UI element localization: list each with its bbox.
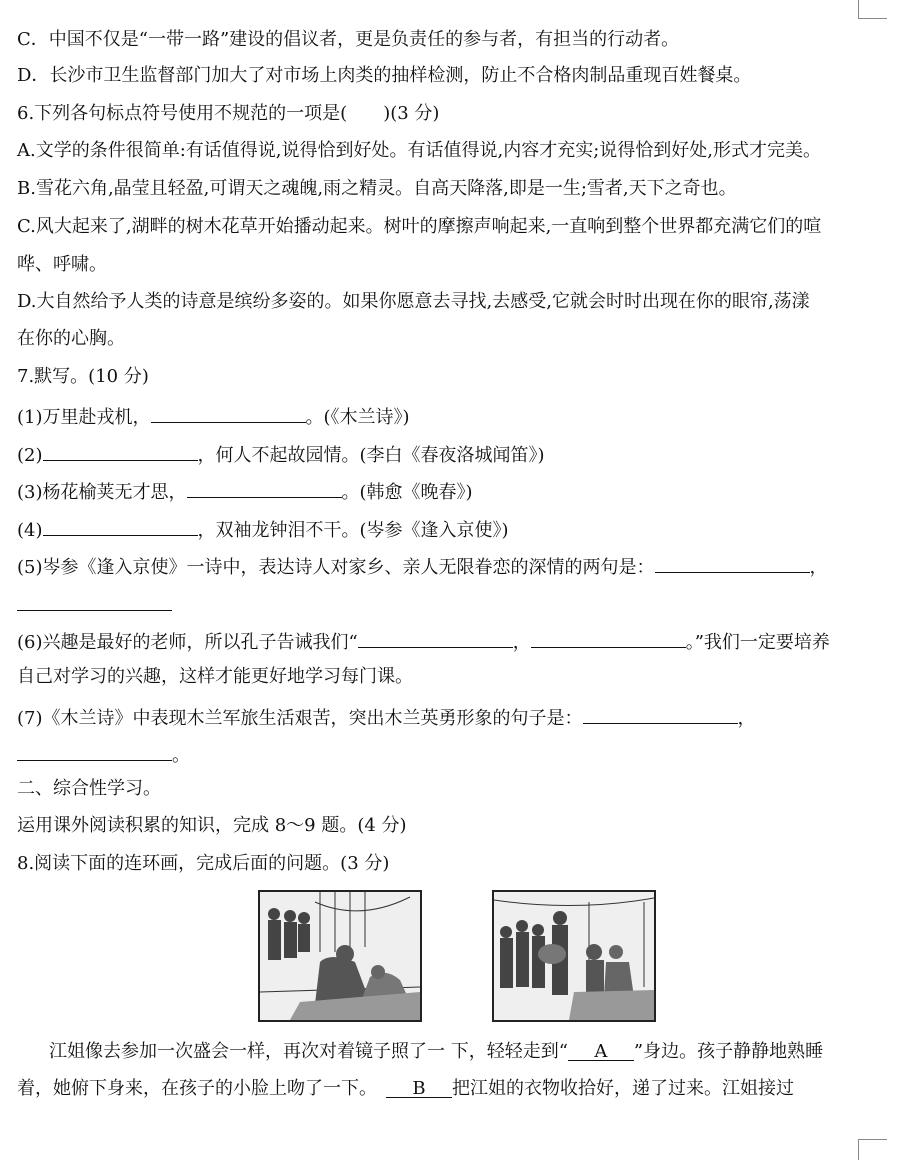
question-6: 6.下列各句标点符号使用不规范的一项是( )(3 分) <box>17 103 440 124</box>
answer-blank[interactable] <box>531 627 686 648</box>
question-7-item-7 <box>17 703 869 731</box>
passage-line-2 <box>17 1077 869 1101</box>
item-text: ， <box>809 557 828 578</box>
answer-blank[interactable] <box>187 477 342 498</box>
question-6-option-c-line1: C.风大起来了,湖畔的树木花草开始播动起来。树叶的摩擦声响起来,一直响到整个世界都充满它们的喧 <box>17 216 822 237</box>
passage-text: ”身边。孩子静静地熟睡 <box>633 1041 824 1062</box>
question-6-option-b: B.雪花六角,晶莹且轻盈,可谓天之魂魄,雨之精灵。自高天降落,即是一生;雪者,天下之奇也。 <box>17 178 737 199</box>
question-7-item-1 <box>17 402 869 430</box>
question-7: 7.默写。(10 分) <box>17 366 149 387</box>
passage-text: 把江姐的衣物收拾好，递了过来。江姐接过 <box>452 1078 794 1099</box>
question-8: 8.阅读下面的连环画，完成后面的问题。(3 分) <box>17 853 390 874</box>
comic-panel-2 <box>492 890 656 1022</box>
item-text: ，双袖龙钟泪不干。(岑参《逢入京使》) <box>197 520 509 541</box>
answer-blank[interactable] <box>583 703 738 724</box>
item-text: ， <box>512 632 531 653</box>
answer-blank[interactable] <box>17 590 172 611</box>
section-2-heading: 二、综合性学习。 <box>17 778 161 799</box>
page-corner-mark <box>858 0 887 19</box>
item-text: ，何人不起故园情。(李白《春夜洛城闻笛》) <box>197 445 545 466</box>
question-6-option-d-line2: 在你的心胸。 <box>17 328 125 349</box>
question-7-item-5-continued <box>17 590 869 618</box>
passage-text: 江姐像去参加一次盛会一样，再次对着镜子照了一 下，轻轻走到“ <box>49 1041 568 1062</box>
item-text: ， <box>737 708 756 729</box>
item-text: 。 <box>172 745 190 766</box>
item-text: (4) <box>17 520 43 541</box>
option-d-previous: D．长沙市卫生监督部门加大了对市场上肉类的抽样检测，防止不合格肉制品重现百姓餐桌。 <box>17 65 752 86</box>
item-text: (5)岑参《逢入京使》一诗中，表达诗人对家乡、亲人无限眷恋的深情的两句是： <box>17 557 655 578</box>
question-6-option-a: A.文学的条件很简单:有话值得说,说得恰到好处。有话值得说,内容才充实;说得恰到好处,形式才完美。 <box>17 140 822 161</box>
comic-panel-1 <box>258 890 422 1022</box>
answer-blank[interactable] <box>43 440 198 461</box>
item-text: 。(《木兰诗》) <box>305 407 410 428</box>
answer-blank[interactable] <box>151 402 306 423</box>
item-text: (3)杨花榆荚无才思， <box>17 482 187 503</box>
question-7-item-6 <box>17 627 869 655</box>
passage-text: 着，她俯下身来，在孩子的小脸上吻了一下。 <box>17 1078 386 1099</box>
question-7-item-3 <box>17 477 869 505</box>
option-c-previous: C．中国不仅是“一带一路”建设的倡议者，更是负责任的参与者，有担当的行动者。 <box>17 29 680 50</box>
answer-blank[interactable] <box>358 627 513 648</box>
item-text: 。”我们一定要培养 <box>685 632 830 653</box>
page-corner-mark <box>858 1139 887 1160</box>
blank-a[interactable]: A <box>568 1040 634 1061</box>
item-text: (7)《木兰诗》中表现木兰军旅生活艰苦，突出木兰英勇形象的句子是： <box>17 708 583 729</box>
question-7-item-5 <box>17 552 869 580</box>
item-text: (6)兴趣是最好的老师，所以孔子告诫我们“ <box>17 632 358 653</box>
question-6-option-c-line2: 哗、呼啸。 <box>17 254 107 275</box>
answer-blank[interactable] <box>43 515 198 536</box>
answer-blank[interactable] <box>655 552 810 573</box>
item-text: (2) <box>17 445 43 466</box>
question-6-option-d-line1: D.大自然给予人类的诗意是缤纷多姿的。如果你愿意去寻找,去感受,它就会时时出现在你的眼帘,荡漾 <box>17 291 810 312</box>
section-2-intro: 运用课外阅读积累的知识，完成 8～9 题。(4 分) <box>17 815 407 836</box>
question-7-item-7-continued <box>17 740 869 768</box>
question-7-item-6-continued: 自己对学习的兴趣，这样才能更好地学习每门课。 <box>17 666 413 687</box>
item-text: 。(韩愈《晚春》) <box>341 482 473 503</box>
question-7-item-2 <box>17 440 869 468</box>
passage-line-1 <box>49 1040 869 1064</box>
question-7-item-4 <box>17 515 869 543</box>
item-text: (1)万里赴戎机， <box>17 407 151 428</box>
answer-blank[interactable] <box>17 740 172 761</box>
blank-b[interactable]: B <box>386 1077 452 1098</box>
